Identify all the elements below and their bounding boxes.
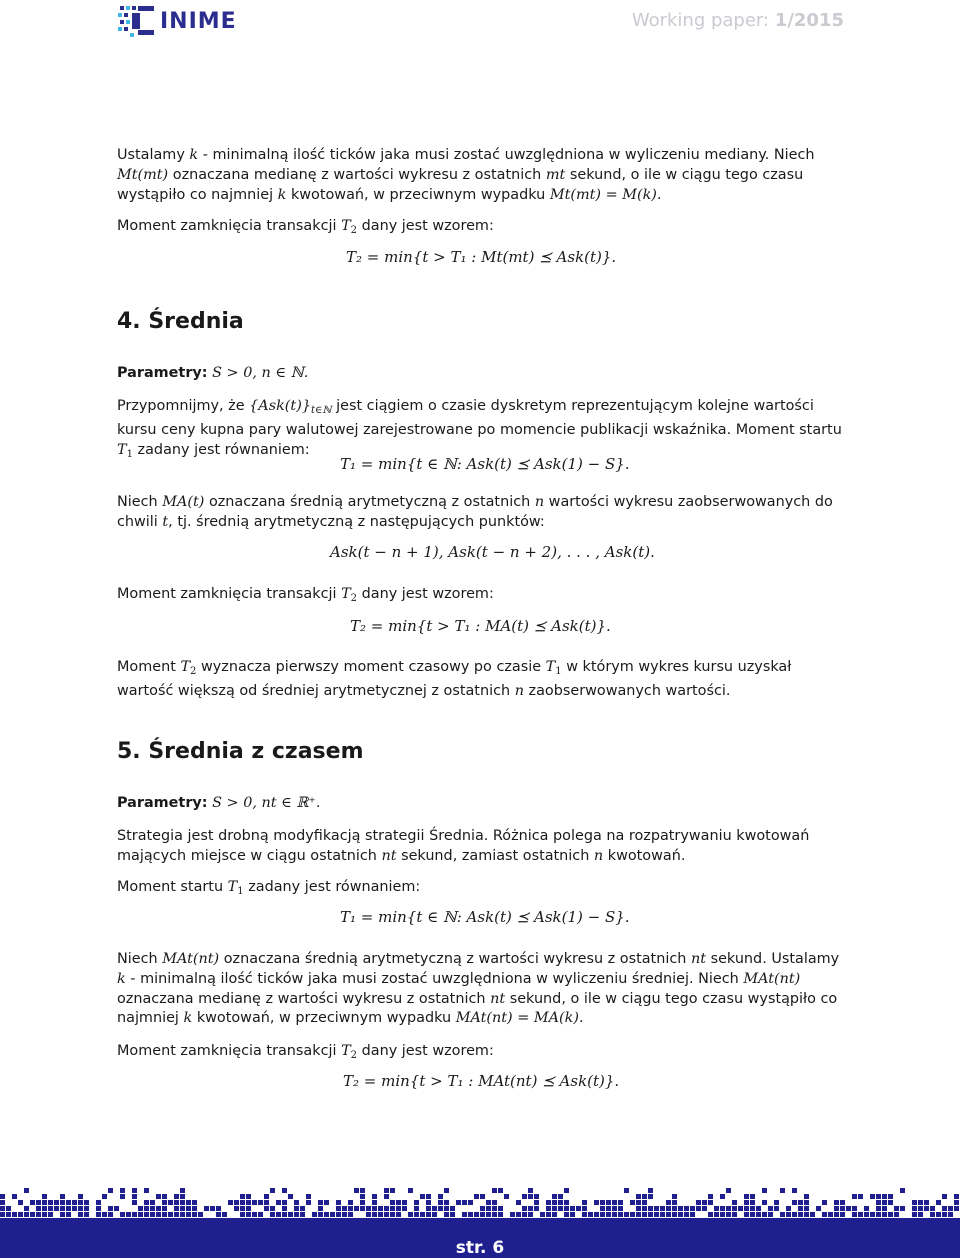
math-sub: 1 xyxy=(555,666,562,677)
text: Strategia jest drobną modyfikacją strategii Średnia. Różnica polega na rozpatrywaniu kwotowań mających miejsce w ciągu ostatnich xyxy=(117,828,810,864)
equation-points: Ask(t − n + 1), Ask(t − n + 2), . . . , Ask(t). xyxy=(330,543,655,561)
text: - minimalną ilość ticków jaka musi zostać uwzględniona w wyliczeniu mediany. Niech xyxy=(198,147,815,163)
text: sekund. Ustalamy xyxy=(706,951,840,967)
math-sub: 1 xyxy=(237,886,244,897)
text: wartości wykresu zaobserwowanych do chwili xyxy=(117,494,833,530)
section4-paragraph-3 xyxy=(117,658,847,702)
parameters-label: Parametry: xyxy=(117,365,208,381)
text: kwotowań, w przeciwnym wypadku xyxy=(192,1010,456,1027)
section5-close-intro xyxy=(117,1042,847,1066)
math-n: n xyxy=(534,494,545,510)
math-mtmt: Mt(mt) xyxy=(117,166,169,183)
math-n: n xyxy=(593,847,604,864)
text: dany jest wzorem: xyxy=(357,586,494,602)
math-k: k xyxy=(277,186,287,203)
text: zadany jest równaniem: xyxy=(132,441,310,458)
text: - minimalną ilość ticków jaka musi zostać uwzględniona w wyliczeniu średniej. Niech xyxy=(125,970,744,987)
section-heading: 4. Średnia xyxy=(117,309,244,334)
math-mat: MAt(nt) xyxy=(743,970,801,987)
parameters-label: Parametry: xyxy=(117,795,208,811)
math-sequence: {Ask(t)} xyxy=(249,398,311,414)
parameters-value: S > 0, nt ∈ ℝ⁺. xyxy=(212,795,321,811)
text: Przypomnijmy, że xyxy=(117,398,250,414)
intro-paragraph xyxy=(117,146,847,205)
text: Moment zamknięcia transakcji xyxy=(117,218,342,234)
text: oznaczana medianę z wartości wykresu z ostatnich xyxy=(117,990,491,1007)
working-paper-number: 1/2015 xyxy=(774,10,844,31)
math-sub: t∈ℕ xyxy=(310,405,332,416)
text: dany jest wzorem: xyxy=(357,218,494,234)
text: oznaczana medianę z wartości wykresu z ostatnich xyxy=(168,166,546,183)
text: kwotowań. xyxy=(603,847,686,864)
text: , tj. średnią arytmetyczną z następujących punktów: xyxy=(168,513,545,530)
close-intro-paragraph xyxy=(117,217,847,241)
text: Moment zamknięcia transakcji xyxy=(117,1043,342,1059)
text: zaobserwowanych wartości. xyxy=(523,682,731,699)
equation-start: T₁ = min{t ∈ ℕ: Ask(t) ⪯ Ask(1) − S}. xyxy=(340,908,630,926)
parameters-line xyxy=(117,365,308,381)
math-t: T xyxy=(227,879,238,895)
parameters-value: S > 0, n ∈ ℕ. xyxy=(212,365,309,381)
text: wyznacza pierwszy moment czasowy po czasie xyxy=(196,659,546,675)
math-t: T xyxy=(341,218,351,234)
math-mat: MAt(nt) xyxy=(162,951,220,967)
math-t: T xyxy=(341,586,351,602)
text: oznaczana średnią arytmetyczną z wartości wykresu z ostatnich xyxy=(219,951,691,967)
math-t: T xyxy=(117,441,127,458)
math-nt: nt xyxy=(381,847,397,864)
equation-close-average: T₂ = min{t > T₁ : MA(t) ⪯ Ask(t)}. xyxy=(350,617,611,635)
text: zadany jest równaniem: xyxy=(243,879,421,895)
section4-close-intro xyxy=(117,585,847,609)
text: Moment xyxy=(117,659,181,675)
section5-start-intro xyxy=(117,878,847,902)
math-n: n xyxy=(514,682,524,699)
math-equation: Mt(mt) = M(k). xyxy=(549,186,662,203)
section5-paragraph-1 xyxy=(117,827,847,867)
text: Ustalamy xyxy=(117,147,190,163)
working-paper-prefix: Working paper: xyxy=(631,10,775,31)
math-sub: 2 xyxy=(190,666,197,677)
logo-text: INIME xyxy=(160,8,237,34)
math-k: k xyxy=(117,970,126,987)
text: Niech xyxy=(117,951,163,967)
math-sub: 1 xyxy=(126,448,133,460)
math-k: k xyxy=(183,1010,193,1027)
text: Niech xyxy=(117,494,163,510)
math-t: T xyxy=(341,1043,351,1059)
text: oznaczana średnią arytmetyczną z ostatnich xyxy=(204,494,535,510)
text: sekund, o ile w ciągu tego czasu wystąpiło co najmniej xyxy=(117,990,838,1027)
section-heading: 5. Średnia z czasem xyxy=(117,739,364,764)
math-nt: nt xyxy=(490,990,506,1007)
section5-paragraph-2 xyxy=(117,950,847,1029)
text: dany jest wzorem: xyxy=(357,1043,494,1059)
math-equation: MAt(nt) = MA(k). xyxy=(455,1010,584,1027)
math-nt: nt xyxy=(690,951,706,967)
text: jest ciągiem o czasie dyskretym reprezentującym kolejne wartości kursu ceny kupna pary walutowej zarejestrowane po momencie publikacji wskaźnika. Moment startu xyxy=(117,398,842,438)
math-sub: 2 xyxy=(350,225,358,236)
text: sekund, zamiast ostatnich xyxy=(396,847,594,864)
math-mt: mt xyxy=(545,166,566,183)
equation-start: T₁ = min{t ∈ ℕ: Ask(t) ⪯ Ask(1) − S}. xyxy=(340,455,630,473)
page-number: str. 6 xyxy=(455,1238,505,1258)
inime-logo xyxy=(116,3,266,39)
math-t: T xyxy=(180,659,191,675)
math-ma: MA(t) xyxy=(162,494,205,510)
equation-close-median: T₂ = min{t > T₁ : Mt(mt) ⪯ Ask(t)}. xyxy=(346,248,617,266)
math-k: k xyxy=(189,147,199,163)
section4-paragraph-2 xyxy=(117,493,847,533)
footer-pixel-pattern xyxy=(0,1188,959,1217)
text: Moment startu xyxy=(117,879,228,895)
math-t: T xyxy=(545,659,556,675)
text: Moment zamknięcia transakcji xyxy=(117,586,342,602)
logo-mark-icon xyxy=(116,3,158,39)
text: w którym wykres kursu uzyskał wartość większą od średniej arytmetycznej z ostatnich xyxy=(117,659,792,699)
working-paper-label xyxy=(632,10,844,31)
page-header xyxy=(0,0,960,44)
parameters-line xyxy=(117,795,320,811)
math-t: t xyxy=(162,513,169,530)
equation-close-time-average: T₂ = min{t > T₁ : MAt(nt) ⪯ Ask(t)}. xyxy=(343,1072,620,1090)
text: sekund, o ile w ciągu tego czasu wystąpiło co najmniej xyxy=(117,166,804,203)
math-sub: 2 xyxy=(350,593,358,604)
math-sub: 2 xyxy=(350,1050,358,1061)
text: kwotowań, w przeciwnym wypadku xyxy=(286,186,550,203)
